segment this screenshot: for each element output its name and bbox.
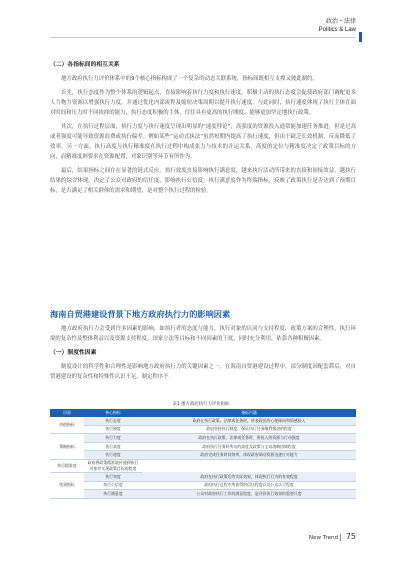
indicator-table <box>50 409 356 499</box>
header-divider <box>50 37 356 38</box>
table-row <box>50 442 356 451</box>
paragraph: 地方政府执行力评价体系中的9个核心指标构成了一个复杂的动态关联系统，指标间既相互支撑又彼此制约。 <box>61 76 318 82</box>
table-cell-description: 政府在执行政策后的实际效果，体现执行行为的有效程度 <box>142 472 356 481</box>
table-cell-description: 政府执行过程中所获得的信任程度以及公众认可程度 <box>142 481 356 490</box>
table-row <box>50 425 356 434</box>
page-number: 75 <box>345 532 356 541</box>
table-cell-level: 结果指标 <box>50 472 84 498</box>
table-cell-indicator: 执行高度 <box>84 442 142 451</box>
table-row <box>50 481 356 490</box>
header-accent-bar <box>359 32 362 42</box>
header-category-en: Politics & Law <box>318 27 356 33</box>
table-cell-description: 政府在执行政策、法律或任务时，所投入的资源与行动强度 <box>142 434 356 443</box>
table-header-cell: 层面 <box>50 409 84 417</box>
table-cell-description: 公众对政府执行工作的满意程度，是评价执行效果的重要尺度 <box>142 490 356 499</box>
table-header-row <box>50 409 356 417</box>
paragraph: 地方政府执行力会受到许多因素的影响，如执行者的态度与能力，执行对象的认同与支持程度，政策方案的合理性，执行环境的复杂性及整体利益以及资源支持程度。国家立法等目标和不同因素的干扰，同时充分利用，依靠各种积极因素。 <box>50 326 356 342</box>
table-cell-indicator: 执行速度 <box>84 451 142 460</box>
table-row <box>50 417 356 425</box>
table-cell-indicator: 执行刚度 <box>84 425 142 434</box>
table-cell-indicator: 执行满意度 <box>84 490 142 499</box>
table-cell-indicator: 执行效度 <box>84 472 142 481</box>
table-row <box>50 434 356 443</box>
footer-divider <box>340 534 341 541</box>
table-body <box>50 417 356 498</box>
section1-body <box>50 60 356 196</box>
page-footer <box>309 532 356 541</box>
table-row <box>50 490 356 499</box>
table-row <box>50 459 356 472</box>
table-cell-description: 政府坚持执行制度，保证执行任务顺利推进的程度 <box>142 425 356 434</box>
section-header <box>319 18 356 34</box>
table-cell-indicator: 执行态度 <box>84 417 142 425</box>
table-cell-description: 政府在执行政策、法律或任务时，所表现出的心理倾向和情感投入 <box>142 417 356 425</box>
table-cell-description: 政府完成任务时间效率，体现政府调动资源迅速应对能力 <box>142 451 356 460</box>
table-cell-level: 策略指标 <box>50 434 84 460</box>
header-category-zh: 政治・法律 <box>325 18 356 25</box>
table-cell-description: 政府将政策精准地传递到执行对象并实现政策目标的程度 <box>84 459 142 472</box>
paragraph: 其次，在执行过程层面，执行力度与执行速度呈现出明显的“速度悖论”，高强度的资源投入通常能加速任务推进，但是过高或者强度可能导致资源浪费或执行偏差。例如某些“运动式执法”虽然短期内提高了执行速度，但由于缺乏长效机制，反而降低了效率。另一方面，执行高度与执行精准度在执行过程中构成张力与技术的并运关系。高度的定位与精准度决定了政策目标的方向，而精准度则要求在资源配置，对象识别等环节有所作为。 <box>50 124 356 160</box>
table-header-cell: 指标内涵 <box>142 409 356 417</box>
table-cell-indicator: 执行公信度 <box>84 481 142 490</box>
paragraph: 制度设计的科学性和合理性是影响地方政府执行力的关键因素之一。在海南自贸港建设过程中，部分制度因配套滞后，对自贸港建设的复杂性和特殊性认识不足，制定程序不 <box>50 364 356 380</box>
table-row <box>50 451 356 460</box>
footer-label: New Trend <box>308 535 339 541</box>
table-cell-indicator: 执行精准度 <box>50 459 84 472</box>
table-cell-indicator: 执行力度 <box>84 434 142 443</box>
section2-body <box>50 324 356 382</box>
subsection-heading: （一）制度性因素 <box>50 350 97 356</box>
section1-heading: （二）各指标间的相互关系 <box>50 62 120 68</box>
table-cell-description: 政府执行任务时所站的高度及政策与全局战略协调程度 <box>142 442 356 451</box>
table-cell-level: 价值指标 <box>50 417 84 434</box>
table-header-cell: 核心指标 <box>84 409 142 417</box>
paragraph: 首先，执行态度作为整个体系的逻辑起点，直接影响着执行力度和执行速度。积极主动的执行态度会促使政府部门调配更多人力物力资源以增强执行力度，并通过优化内部流程及缩短决策周期以提升执行速度。与此同时，执行速度体现了执行主体在面对时间和压力时不同抉择的能力，执行态度积极的主体，往往具有更高的执行刚度，能够更加坚定地执行政策。 <box>50 90 356 116</box>
table-title: 表1 地方政府执行力评价指标 <box>172 402 230 407</box>
paragraph: 最后，结果指标之间存在显著的链式反应。执行效度直接影响执行满意度，越来执行活动所带来的直接和间接效益，越执行结果的综合体现。决定了公众对政府的信任度，影响执行公信度。执行满意度作为终端指标，反映了政策执行是否达到了预期目标，是否满足了相关群体的需求和期望，是对整个执行过程的检验。 <box>50 168 356 194</box>
table-row <box>50 472 356 481</box>
section2-heading: 海南自贸港建设背景下地方政府执行力的影响因素 <box>50 309 231 319</box>
